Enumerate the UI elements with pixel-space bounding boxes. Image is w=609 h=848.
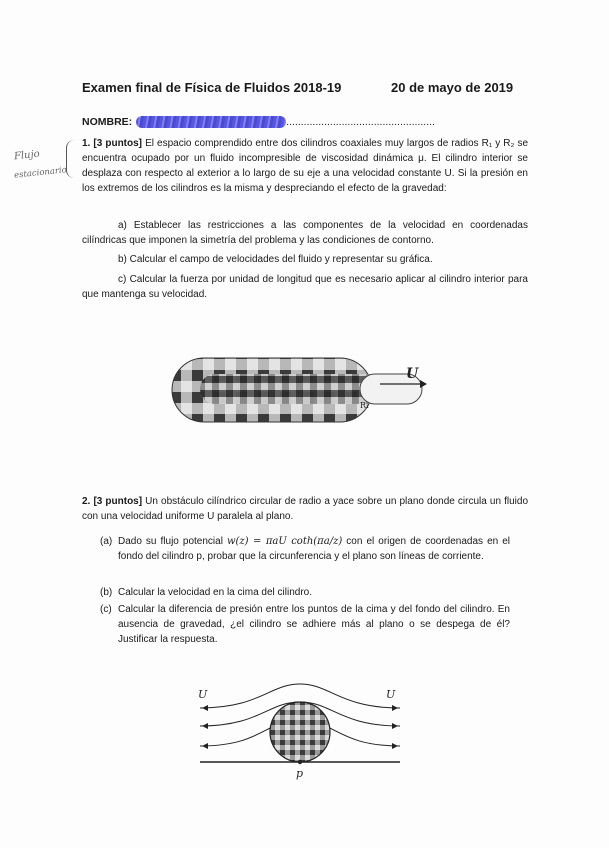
exam-title: Examen final de Física de Fluidos 2018-19 bbox=[82, 80, 342, 95]
point-p-label: p bbox=[296, 767, 304, 780]
q1-part-a: a) Establecer las restricciones a las componentes de la velocidad en coordenadas cilíndricas que imponen la simetría del problema y las condiciones de contorno. bbox=[82, 220, 528, 246]
q2-item-b-text: Calcular la velocidad en la cima del cilindro. bbox=[118, 587, 312, 598]
right-velocity-label: U bbox=[386, 688, 396, 701]
radius-label: R₁ bbox=[360, 401, 370, 410]
q1-number: 1. bbox=[82, 138, 91, 149]
name-field-row bbox=[82, 116, 435, 128]
velocity-label: U bbox=[406, 366, 419, 382]
q2-item-a-label: (a) bbox=[100, 536, 113, 547]
q1-points: [3 puntos] bbox=[93, 138, 143, 149]
redacted-name bbox=[136, 116, 286, 128]
bottom-point bbox=[298, 760, 302, 764]
cylinder bbox=[270, 702, 330, 762]
margin-note-estacionario: estacionario bbox=[13, 165, 68, 181]
q2-item-c-text: Calcular la diferencia de presión entre los puntos de la cima y del fondo del cilindro. En ausencia de gravedad, ¿el cilindro se adhiere más al plano o se despega de él? Justificar la respuesta. bbox=[118, 604, 510, 645]
q1-statement: El espacio comprendido entre dos cilindros coaxiales muy largos de radios R₁ y R₂ se encuentra ocupado por un fluido incompresible de viscosidad dinámica μ. El cilindro interior se desplaza con respecto al exterior a lo largo de su eje a una velocidad constante U. Si la presión en los extremos de los cilindros es la misma y despreciando el efecto de la gravedad: bbox=[82, 138, 529, 194]
q2-number: 2. bbox=[82, 496, 91, 507]
q2-item-a bbox=[100, 534, 511, 564]
q1-part-b: b) Calcular el campo de velocidades del fluido y representar su gráfica. bbox=[118, 254, 433, 265]
q2-item-a-text-before: Dado su flujo potencial bbox=[118, 536, 223, 547]
q2-item-b bbox=[100, 585, 510, 600]
name-label: NOMBRE: bbox=[82, 116, 133, 128]
q2-item-a-text-after: con el origen de coordenadas en el fondo del cilindro p, probar que la circunferencia y el plano son líneas de corriente. bbox=[118, 536, 511, 562]
q2-item-c-label: (c) bbox=[100, 604, 112, 615]
margin-bracket bbox=[66, 140, 77, 178]
question-1 bbox=[82, 136, 528, 196]
question-2 bbox=[82, 494, 528, 524]
q2-statement: Un obstáculo cilíndrico circular de radio a yace sobre un plano donde circula un fluido con una velocidad uniforme U paralela al plano. bbox=[82, 496, 529, 522]
cylinder-on-plane-figure bbox=[190, 680, 410, 780]
name-dots: ................................................... bbox=[286, 116, 435, 128]
q1-part-c: c) Calcular la fuerza por unidad de longitud que es necesario aplicar al cilindro interior para que mantenga su velocidad. bbox=[82, 274, 528, 300]
q2-points: [3 puntos] bbox=[93, 496, 143, 507]
exam-date: 20 de mayo de 2019 bbox=[391, 80, 514, 95]
margin-note-flujo: Flujo bbox=[13, 148, 41, 163]
q2-item-b-label: (b) bbox=[100, 587, 113, 598]
potential-formula: w(z) = πaU coth(πa/z) bbox=[226, 536, 343, 547]
q2-item-c bbox=[100, 602, 510, 647]
coaxial-cylinders-figure bbox=[170, 348, 430, 430]
left-velocity-label: U bbox=[198, 688, 208, 701]
